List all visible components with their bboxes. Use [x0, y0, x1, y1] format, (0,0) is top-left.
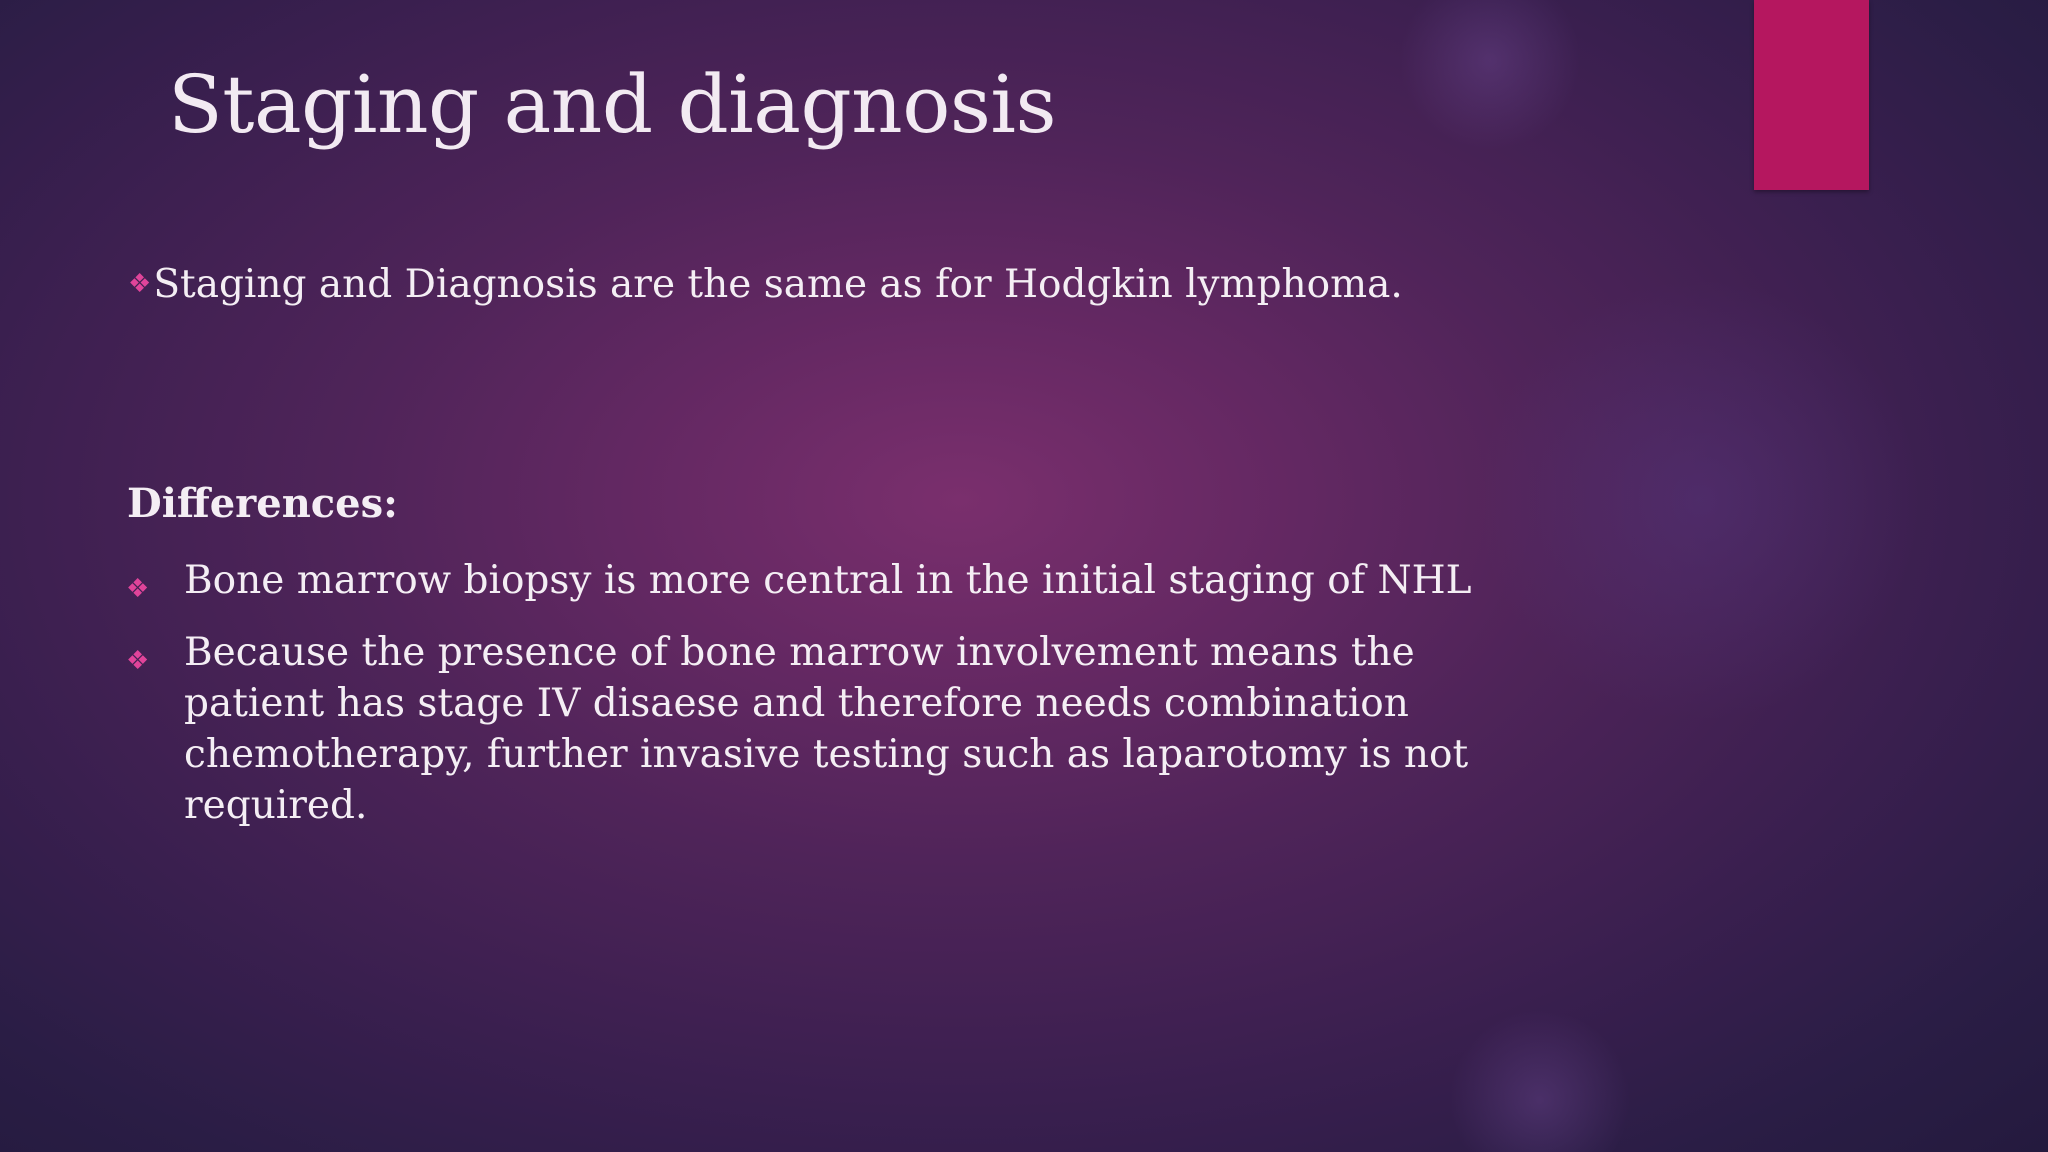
differences-list	[126, 555, 1546, 852]
intro-text: Staging and Diagnosis are the same as for Hodgkin lymphoma.	[153, 262, 1403, 307]
intro-bullet	[128, 262, 1403, 307]
list-item-text: Because the presence of bone marrow involvement means the patient has stage IV disaese and therefore needs combination chemotherapy, further invasive testing such as laparotomy is not required.	[184, 630, 1469, 828]
accent-bar	[1754, 0, 1869, 190]
diamond-bullet-icon: ❖	[126, 574, 150, 604]
diamond-bullet-icon: ❖	[126, 646, 150, 676]
list-item-text: Bone marrow biopsy is more central in the initial staging of NHL	[184, 558, 1472, 603]
slide-title: Staging and diagnosis	[168, 58, 1057, 151]
differences-heading: Differences:	[127, 480, 398, 527]
diamond-bullet-icon: ❖	[128, 269, 152, 299]
list-item	[126, 555, 1546, 606]
list-item	[126, 627, 1546, 831]
